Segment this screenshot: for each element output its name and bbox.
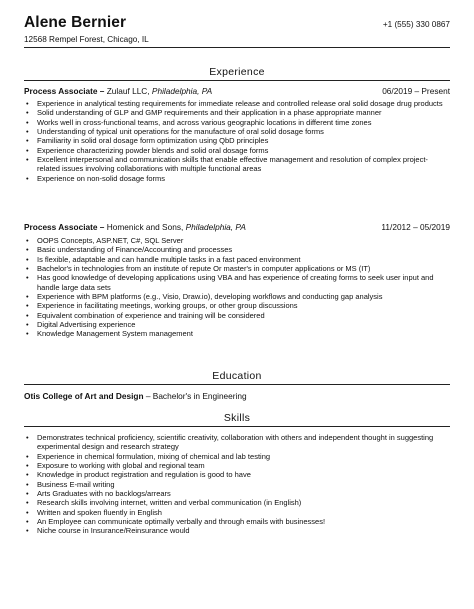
- list-item: • Familiarity in solid oral dosage form optimization using QbD principles: [26, 136, 269, 146]
- job-bullets: [24, 236, 448, 339]
- address: 12568 Rempel Forest, Chicago, IL: [24, 35, 149, 44]
- job-location: Philadelphia, PA: [185, 222, 246, 232]
- job-dates: 11/2012 – 05/2019: [381, 222, 450, 232]
- list-item: • Experience on non-solid dosage forms: [26, 173, 165, 183]
- list-item: • Knowledge Management System management: [26, 329, 193, 339]
- list-item: • Experience in facilitating meetings, working groups, or other group discussions: [26, 301, 298, 311]
- job-company: Homenick and Sons,: [104, 222, 186, 232]
- skills-list: [24, 433, 448, 536]
- list-item: • Arts Graduates with no backlogs/arrears: [26, 489, 171, 499]
- job-title: Process Associate –: [24, 86, 105, 96]
- list-item: • An Employee can communicate optimally verbally and through emails with businesses!: [26, 517, 326, 527]
- degree: – Bachelor's in Engineering: [143, 391, 247, 401]
- job-dates: 06/2019 – Present: [382, 86, 450, 96]
- list-item: • Experience in analytical testing requirements for immediate release and controlled release oral solid dosage drug products: [26, 99, 443, 108]
- job-company: Zulauf LLC,: [104, 86, 152, 96]
- list-item: • Bachelor's in technologies from an institute of repute Or master's in computer applications or MS (IT): [26, 264, 371, 274]
- experience-divider: [24, 80, 450, 81]
- education-heading: Education: [212, 370, 262, 382]
- list-item: • Experience characterizing powder blends and solid oral dosage forms: [26, 145, 269, 155]
- list-item: • Excellent interpersonal and communication skills that enable effective management and resolution of complex project-related issues involving collaborations with multiple functional areas: [26, 155, 428, 174]
- list-item: • Written and spoken fluently in English: [26, 507, 162, 517]
- school-name: Otis College of Art and Design: [24, 391, 144, 401]
- job-header: [24, 86, 450, 97]
- list-item: • Niche course in Insurance/Reinsurance would: [26, 526, 190, 536]
- job-bullets: [24, 99, 448, 183]
- list-item: • Understanding of typical unit operations for the manufacture of oral solid dosage forms: [26, 127, 324, 137]
- list-item: • Exposure to working with global and regional team: [26, 461, 205, 471]
- list-item: • OOPS Concepts, ASP.NET, C#, SQL Server: [26, 236, 184, 245]
- candidate-name: Alene Bernier: [24, 14, 127, 31]
- list-item: • Demonstrates technical proficiency, scientific creativity, collaboration with others and independent thought in suggesting experimental design and research strategy: [26, 433, 434, 452]
- header-divider: [24, 47, 450, 48]
- job-title: Process Associate –: [24, 222, 105, 232]
- list-item: • Experience with BPM platforms (e.g., Visio, Draw.io), developing workflows and conducting gap analysis: [26, 292, 383, 302]
- list-item: • Knowledge in product registration and regulation is good to have: [26, 470, 251, 480]
- list-item: • Business E-mail writing: [26, 479, 115, 489]
- experience-heading: Experience: [209, 66, 265, 78]
- job-location: Philadelphia, PA: [151, 86, 213, 96]
- education-divider: [24, 384, 450, 385]
- list-item: • Basic understanding of Finance/Accounting and processes: [26, 245, 233, 255]
- list-item: • Solid understanding of GLP and GMP requirements and their application in a phase appropriate manner: [26, 108, 382, 118]
- list-item: • Equivalent combination of experience and training will be considered: [26, 310, 265, 320]
- list-item: • Research skills involving internet, written and verbal communication (in English): [26, 498, 302, 508]
- education-entry: [24, 391, 247, 401]
- list-item: • Digital Advertising experience: [26, 320, 136, 330]
- skills-divider: [24, 426, 450, 427]
- skills-heading: Skills: [223, 412, 251, 424]
- job-header: [24, 222, 450, 233]
- phone-number: +1 (555) 330 0867: [382, 20, 450, 29]
- list-item: • Has good knowledge of developing applications using VBA and has experience of creating forms to seek user input and handle large data sets: [26, 273, 434, 292]
- list-item: • Works well in cross-functional teams, and across various geographic locations in different time zones: [26, 117, 372, 127]
- list-item: • Is flexible, adaptable and can handle multiple tasks in a fast paced environment: [26, 254, 301, 264]
- list-item: • Experience in chemical formulation, mixing of chemical and lab testing: [26, 451, 271, 461]
